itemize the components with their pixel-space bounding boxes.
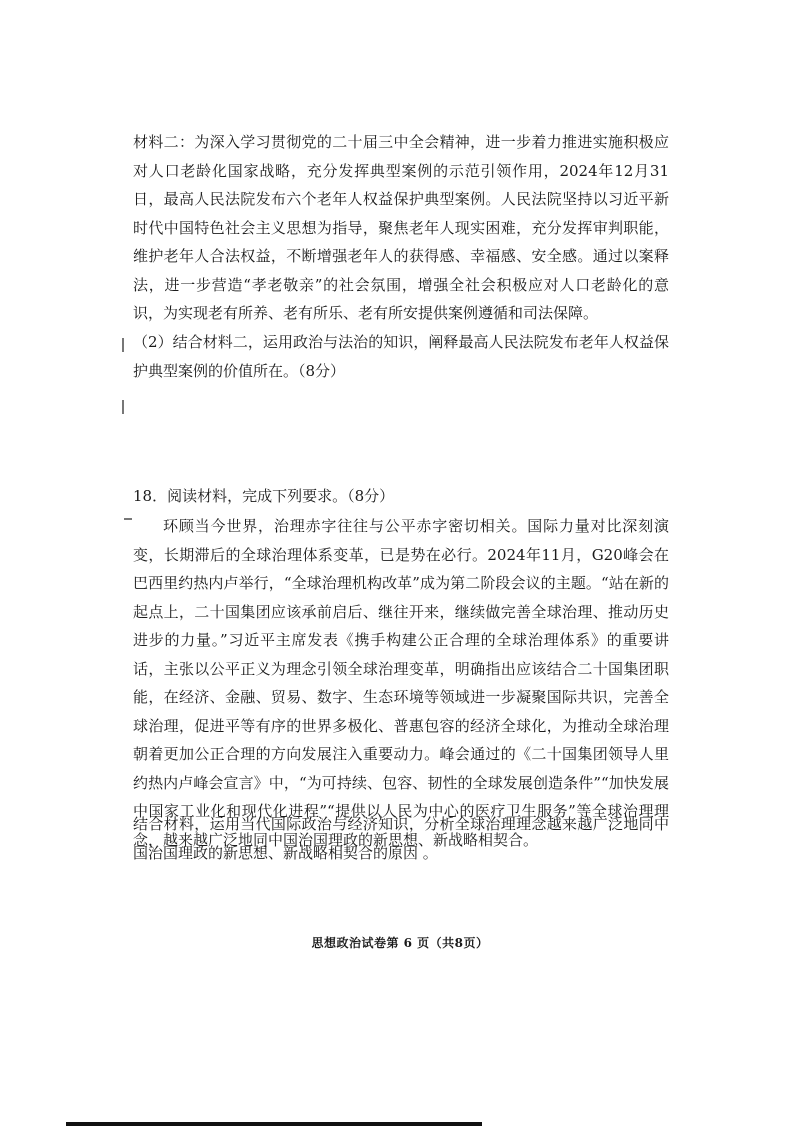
question-18-task (133, 810, 669, 867)
material-two (133, 128, 669, 328)
scan-margin-mark (122, 400, 124, 414)
question-18-material (133, 512, 669, 854)
page-footer: 思想政治试卷第 6 页（共8页） (311, 936, 489, 950)
question-18-material-text: 环顾当今世界，治理赤字往往与公平赤字密切相关。国际力量对比深刻演变，长期滞后的全球治理体系变革，已是势在必行。2024年11月，G20峰会在巴西里约热内卢举行，“全球治理机构改革”成为第二阶段会议的主题。“站在新的起点上，二十国集团应该承前启后、继往开来，继续做完善全球治理、推动历史进步的力量。”习近平主席发表《携手构建公正合理的全球治理体系》的重要讲话，主张以公平正义为理念引领全球治理变革，明确指出应该结合二十国集团职能，在经济、金融、贸易、数字、生态环境等领域进一步凝聚国际共识，完善全球治理，促进平等有序的世界多极化、普惠包容的经济全球化，为推动全球治理朝着更加公正合理的方向发展注入重要动力。峰会通过的《二十国集团领导人里约热内卢峰会宣言》中，“为可持续、包容、韧性的全球发展创造条件”“加快发展中国家工业化和现代化进程”“提供以人民为中心的医疗卫生服务”等全球治理理念，越来越广泛地同中国治国理政的新思想、新战略相契合。 (133, 517, 669, 849)
question-18-heading-block (133, 482, 693, 511)
material-two-text: 材料二：为深入学习贯彻党的二十届三中全会精神，进一步着力推进实施积极应对人口老龄化国家战略，充分发挥典型案例的示范引领作用，2024年12月31日，最高人民法院发布六个老年人权益保护典型案例。人民法院坚持以习近平新时代中国特色社会主义思想为指导，聚焦老年人现实困难，充分发挥审判职能，维护老年人合法权益，不断增强老年人的获得感、幸福感、安全感。通过以案释法，进一步营造“孝老敬亲”的社会氛围，增强全社会积极应对人口老龄化的意识，为实现老有所养、老有所乐、老有所安提供案例遵循和司法保障。 (133, 133, 669, 322)
question-2 (133, 328, 669, 385)
question-18-heading: 18．阅读材料，完成下列要求。（8分） (133, 487, 395, 505)
scan-margin-mark (124, 518, 132, 520)
bottom-rule (66, 1122, 482, 1126)
question-2-text: （2）结合材料二，运用政治与法治的知识，阐释最高人民法院发布老年人权益保护典型案例的价值所在。（8分） (133, 333, 669, 380)
scan-margin-mark (122, 338, 124, 352)
question-18-task-text: 结合材料，运用当代国际政治与经济知识，分析全球治理理念越来越广泛地同中国治国理政的新思想、新战略相契合的原因 。 (133, 815, 669, 862)
